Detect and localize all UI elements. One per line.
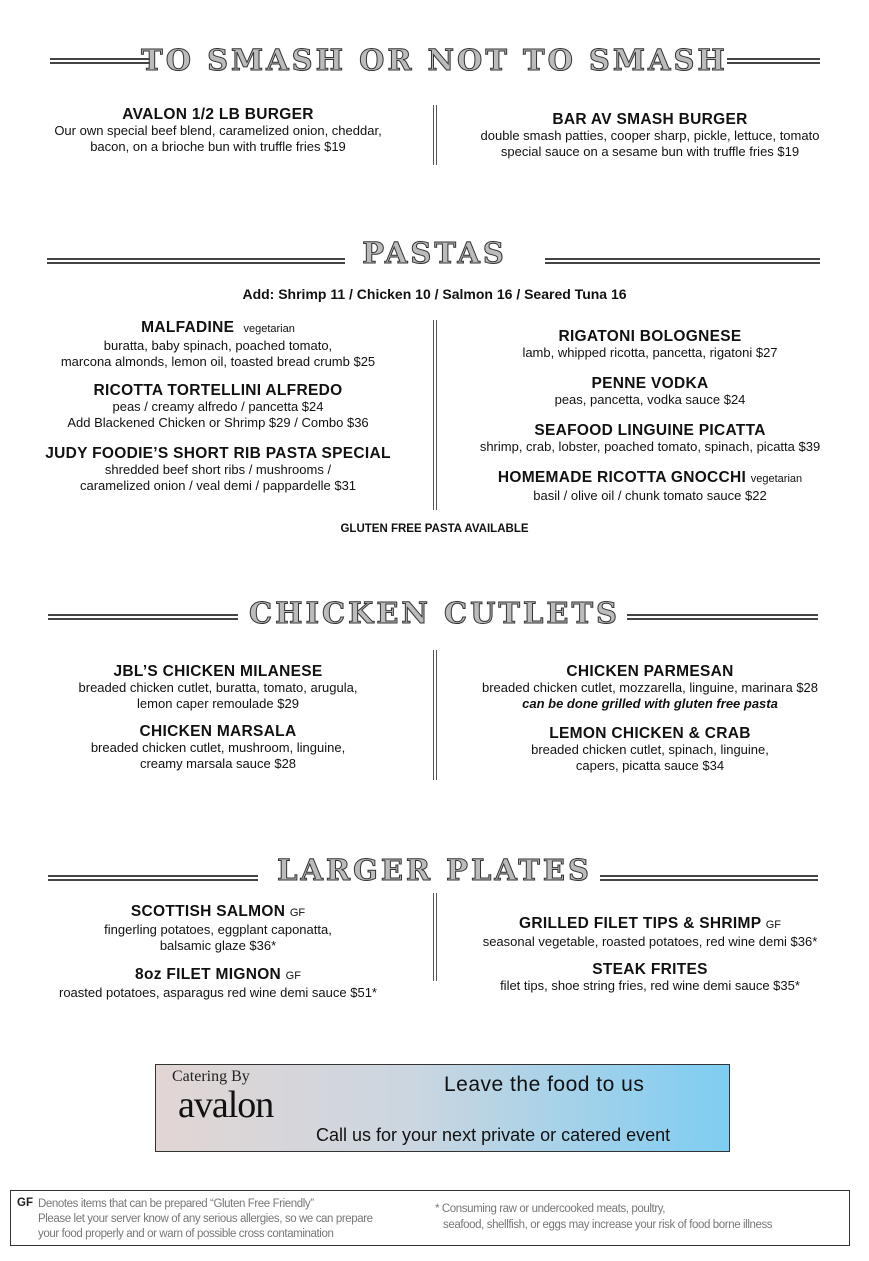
item-desc: fingerling potatoes, eggplant caponatta, — [104, 922, 332, 937]
divider-line — [545, 258, 820, 264]
divider-line — [48, 614, 238, 620]
menu-item — [440, 915, 860, 950]
item-desc: marcona almonds, lemon oil, toasted bread crumb $25 — [60, 353, 376, 369]
item-tag: vegetarian — [750, 473, 803, 485]
gf-line: Please let your server know of any serious allergies, so we can prepare — [38, 1213, 373, 1225]
item-desc: breaded chicken cutlet, spinach, linguine, — [531, 742, 769, 757]
item-desc: special sauce on a sesame bun with truffle fries $19 — [500, 143, 800, 159]
item-name: STEAK FRITES — [592, 961, 708, 978]
banner-tagline: Leave the food to us — [444, 1073, 645, 1096]
menu-item — [8, 663, 428, 711]
menu-item — [8, 106, 428, 154]
item-desc: creamy marsala sauce $28 — [139, 755, 297, 771]
item-desc: peas, pancetta, vodka sauce $24 — [554, 392, 746, 407]
divider-line — [47, 258, 345, 264]
item-desc: shredded beef short ribs / mushrooms / — [104, 462, 332, 477]
raw-food-warning — [435, 1201, 772, 1233]
item-desc: shrimp, crab, lobster, poached tomato, spinach, picatta $39 — [479, 439, 821, 454]
menu-item — [8, 319, 428, 369]
menu-item — [440, 111, 860, 159]
section-heading-smash: TO SMASH OR NOT TO SMASH — [141, 43, 728, 77]
section-heading-pastas: PASTAS — [362, 236, 507, 270]
column-divider — [433, 650, 437, 780]
menu-item — [8, 903, 428, 953]
item-name: GRILLED FILET TIPS & SHRIMP — [519, 915, 762, 932]
column-divider — [433, 105, 437, 165]
menu-item — [440, 328, 860, 361]
item-name: JUDY FOODIE’S SHORT RIB PASTA SPECIAL — [45, 445, 391, 462]
section-heading-cutlets: CHICKEN CUTLETS — [248, 596, 620, 630]
warning-line: Consuming raw or undercooked meats, poultry, — [441, 1203, 666, 1215]
menu-item — [8, 382, 428, 430]
catering-label: Catering By — [172, 1068, 250, 1085]
avalon-logo: avalon — [178, 1084, 274, 1126]
gf-note — [38, 1197, 373, 1242]
asterisk: * — [435, 1203, 440, 1215]
menu-item — [440, 725, 860, 773]
item-desc: seasonal vegetable, roasted potatoes, red wine demi $36* — [482, 934, 818, 949]
item-name: RICOTTA TORTELLINI ALFREDO — [93, 382, 343, 399]
menu-item — [8, 723, 428, 771]
item-name: JBL’S CHICKEN MILANESE — [113, 663, 323, 680]
gf-line: your food properly and or warn of possible cross contamination — [38, 1228, 334, 1240]
menu-item — [8, 445, 428, 493]
section-heading-plates: LARGER PLATES — [277, 853, 592, 887]
item-note: can be done grilled with gluten free pasta — [522, 695, 778, 711]
item-name: 8oz FILET MIGNON — [135, 966, 282, 983]
item-name: SEAFOOD LINGUINE PICATTA — [534, 422, 766, 439]
item-desc: caramelized onion / veal demi / pappardelle $31 — [79, 477, 357, 493]
item-desc: capers, picatta sauce $34 — [575, 757, 725, 773]
gluten-free-note: GLUTEN FREE PASTA AVAILABLE — [340, 523, 529, 535]
item-name: MALFADINE — [141, 319, 235, 336]
divider-line — [600, 875, 818, 881]
item-desc: breaded chicken cutlet, mushroom, linguine, — [90, 740, 346, 755]
item-name: CHICKEN PARMESAN — [566, 663, 734, 680]
item-desc: double smash patties, cooper sharp, pickle, lettuce, tomato — [480, 128, 820, 143]
item-name: PENNE VODKA — [591, 375, 709, 392]
item-desc: balsamic glaze $36* — [159, 937, 277, 953]
divider-line — [727, 58, 820, 64]
item-name: LEMON CHICKEN & CRAB — [549, 725, 751, 742]
column-divider — [433, 320, 437, 510]
item-desc: lamb, whipped ricotta, pancetta, rigatoni $27 — [522, 345, 778, 360]
item-name: SCOTTISH SALMON — [130, 903, 286, 920]
item-desc: lemon caper remoulade $29 — [137, 695, 299, 711]
item-tag: GF — [765, 919, 781, 931]
item-desc: Add Blackened Chicken or Shrimp $29 / Combo $36 — [67, 414, 369, 430]
menu-item — [440, 422, 860, 455]
item-tag: GF — [285, 970, 301, 982]
gf-line: Denotes items that can be prepared “Gluten Free Friendly” — [38, 1198, 314, 1210]
banner-cta: Call us for your next private or catered event — [316, 1125, 671, 1145]
gf-label: GF — [17, 1197, 33, 1209]
item-desc: peas / creamy alfredo / pancetta $24 — [112, 399, 324, 414]
item-tag: vegetarian — [243, 323, 295, 335]
item-desc: breaded chicken cutlet, buratta, tomato, arugula, — [78, 680, 358, 695]
menu-item — [440, 663, 860, 711]
divider-line — [48, 875, 258, 881]
item-name: BAR AV SMASH BURGER — [552, 111, 748, 128]
catering-banner — [155, 1064, 730, 1152]
item-desc: breaded chicken cutlet, mozzarella, linguine, marinara $28 — [481, 680, 819, 695]
item-name: RIGATONI BOLOGNESE — [558, 328, 742, 345]
menu-item — [440, 961, 860, 994]
item-name: CHICKEN MARSALA — [139, 723, 297, 740]
item-tag: GF — [289, 907, 306, 919]
footer-disclaimer — [10, 1190, 850, 1246]
item-desc: roasted potatoes, asparagus red wine demi sauce $51* — [59, 985, 377, 1000]
divider-line — [50, 58, 150, 64]
item-name: HOMEMADE RICOTTA GNOCCHI — [497, 469, 747, 486]
warning-line: seafood, shellfish, or eggs may increase your risk of food borne illness — [443, 1219, 773, 1231]
divider-line — [627, 614, 818, 620]
item-desc: filet tips, shoe string fries, red wine demi sauce $35* — [500, 978, 800, 993]
pasta-add-ons: Add: Shrimp 11 / Chicken 10 / Salmon 16 / Seared Tuna 16 — [242, 286, 627, 302]
menu-item — [440, 375, 860, 408]
menu-item — [440, 469, 860, 504]
item-desc: Our own special beef blend, caramelized onion, cheddar, — [54, 123, 382, 138]
item-desc: buratta, baby spinach, poached tomato, — [103, 338, 333, 353]
column-divider — [433, 893, 437, 981]
item-name: AVALON 1/2 LB BURGER — [122, 106, 314, 123]
item-desc: bacon, on a brioche bun with truffle fries $19 — [90, 138, 346, 154]
item-desc: basil / olive oil / chunk tomato sauce $22 — [533, 488, 767, 503]
menu-item — [8, 966, 428, 1001]
